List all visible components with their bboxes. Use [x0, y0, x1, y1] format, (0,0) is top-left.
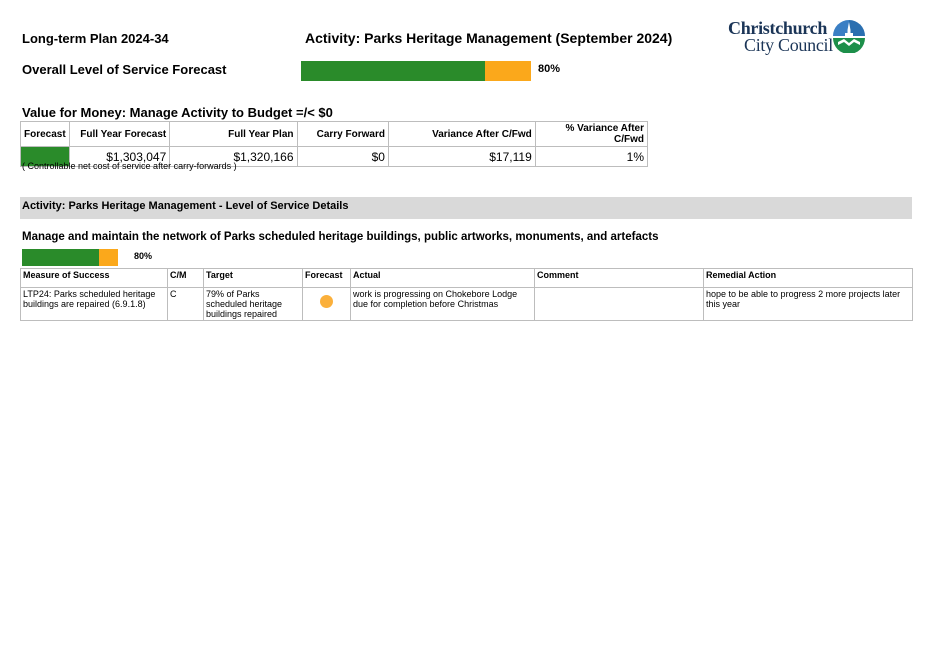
target-cell: 79% of Parks scheduled heritage buildings repaired — [204, 288, 303, 321]
forecast-bar-amber — [99, 249, 118, 266]
vfm-variance: $17,119 — [388, 147, 535, 167]
vfm-title: Value for Money: Manage Activity to Budget =/< $0 — [22, 105, 333, 120]
vfm-header-carry-forward: Carry Forward — [297, 122, 388, 147]
vfm-carry-forward: $0 — [297, 147, 388, 167]
table-row — [21, 288, 913, 321]
details-header-comment: Comment — [535, 269, 704, 288]
overall-percent: 80% — [538, 63, 561, 75]
council-logo — [728, 18, 868, 58]
forecast-bar-green — [22, 249, 99, 266]
details-header-remedial: Remedial Action — [704, 269, 913, 288]
cathedral-logo-icon — [832, 19, 866, 53]
remedial-cell: hope to be able to progress 2 more projects later this year — [704, 288, 913, 321]
logo-text-line1: Christchurch — [728, 18, 828, 38]
forecast-cell — [303, 288, 351, 321]
vfm-header-full-year-plan: Full Year Plan — [170, 122, 297, 147]
vfm-full-year-forecast: $1,303,047 — [69, 147, 170, 167]
details-table — [20, 268, 913, 321]
vfm-header-full-year-forecast: Full Year Forecast — [69, 122, 170, 147]
vfm-header-forecast: Forecast — [21, 122, 70, 147]
plan-title: Long-term Plan 2024-34 — [22, 31, 169, 46]
details-header-target: Target — [204, 269, 303, 288]
logo-text-line2: City Council — [744, 35, 833, 55]
forecast-status-dot — [320, 295, 333, 308]
page-title: Activity: Parks Heritage Management (September 2024) — [305, 30, 673, 46]
details-header-actual: Actual — [351, 269, 535, 288]
vfm-full-year-plan: $1,320,166 — [170, 147, 297, 167]
section-title: Activity: Parks Heritage Management - Level of Service Details — [22, 200, 349, 212]
vfm-header-variance: Variance After C/Fwd — [388, 122, 535, 147]
overall-service-label: Overall Level of Service Forecast — [22, 62, 227, 77]
measure-cell: LTP24: Parks scheduled heritage buildings are repaired (6.9.1.8) — [21, 288, 168, 321]
cm-cell: C — [168, 288, 204, 321]
comment-cell — [535, 288, 704, 321]
service-percent: 80% — [134, 251, 153, 261]
service-subtitle: Manage and maintain the network of Parks scheduled heritage buildings, public artworks, monuments, and artefacts — [22, 231, 659, 243]
vfm-header-pct-variance: % Variance After C/Fwd — [535, 122, 647, 147]
service-forecast-bar — [22, 249, 118, 266]
details-header-cm: C/M — [168, 269, 204, 288]
details-header-forecast: Forecast — [303, 269, 351, 288]
vfm-pct-variance: 1% — [535, 147, 647, 167]
forecast-bar-green — [301, 61, 485, 81]
actual-cell: work is progressing on Chokebore Lodge due for completion before Christmas — [351, 288, 535, 321]
overall-forecast-bar — [301, 61, 531, 81]
vfm-note: ( Controllable net cost of service after carry-forwards ) — [22, 161, 237, 171]
vfm-header-row — [21, 122, 648, 147]
details-header-row — [21, 269, 913, 288]
details-header-measure: Measure of Success — [21, 269, 168, 288]
forecast-bar-amber — [485, 61, 531, 81]
